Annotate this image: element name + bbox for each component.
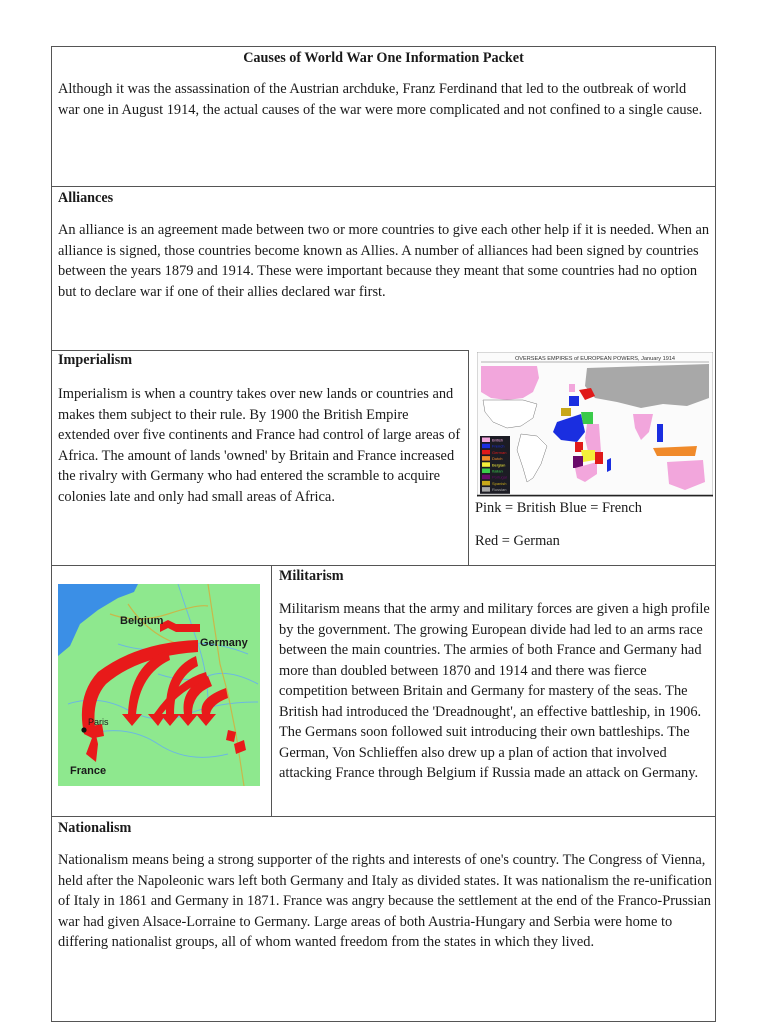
- legend-swatch-spanish: [482, 481, 490, 486]
- legend-label-dutch: Dutch: [492, 456, 503, 462]
- paris-marker: [81, 727, 86, 732]
- map-region-spain: [561, 408, 571, 416]
- map-caption-line1: Pink = British Blue = French: [475, 500, 642, 516]
- militarism-section: [271, 565, 716, 818]
- imperialism-map-cell: [468, 350, 716, 567]
- legend-label-german: German: [492, 449, 507, 455]
- nationalism-section: [51, 816, 716, 1022]
- legend-label-italian: Italian: [492, 468, 503, 474]
- map-region-italian-libya: [581, 412, 593, 424]
- map-caption-line2: Red = German: [475, 533, 560, 549]
- map-legend: [480, 436, 510, 494]
- militarism-map-cell: [51, 565, 273, 818]
- legend-swatch-belgian: [482, 462, 490, 467]
- legend-swatch-portugal: [482, 475, 490, 480]
- world-map-title: OVERSEAS EMPIRES of EUROPEAN POWERS, January 1914: [514, 356, 676, 362]
- label-belgium: Belgium: [120, 615, 164, 627]
- imperialism-heading: Imperialism: [58, 352, 133, 368]
- world-empires-map: [477, 352, 713, 497]
- legend-label-spanish: Spanish: [492, 480, 507, 486]
- legend-swatch-russian: [482, 487, 490, 492]
- nationalism-heading: Nationalism: [58, 820, 132, 836]
- map-region-france-eu: [569, 396, 579, 406]
- intro-section: [51, 46, 716, 188]
- schlieffen-plan-map: [58, 584, 260, 786]
- document-title: Causes of World War One Information Packet: [243, 50, 524, 66]
- legend-swatch-german: [482, 450, 490, 455]
- map-region-madagascar: [607, 458, 611, 472]
- legend-swatch-british: [482, 438, 490, 443]
- label-france: France: [70, 765, 107, 777]
- legend-label-british: British: [492, 437, 504, 443]
- legend-label-russian: Russian: [492, 487, 507, 493]
- imperialism-text: Imperialism is when a country takes over new lands or countries and makes them subject to their rule. By 1900 the British Empire extended over five continents and France had control of large areas of Africa. The amount of lands 'owned' by Britain and France increased the rivalry with Germany who had entered the scramble to acquire colonies late and only had small areas of Africa.: [58, 386, 461, 505]
- imperialism-section: [51, 350, 470, 567]
- legend-swatch-dutch: [482, 456, 490, 461]
- map-region-portuguese-angola: [573, 456, 583, 468]
- alliances-section: [51, 186, 716, 352]
- intro-text: Although it was the assassination of the Austrian archduke, Franz Ferdinand that led to the outbreak of world war one in August 1914, the actual causes of the war were more complicated and not confined to a single cause.: [58, 81, 703, 118]
- legend-swatch-french: [482, 444, 490, 449]
- map-region-uk: [569, 384, 575, 392]
- militarism-heading: Militarism: [279, 568, 344, 584]
- nationalism-text: Nationalism means being a strong supporter of the rights and interests of one's country. The Congress of Vienna, held after the Napoleonic wars left both Germany and Italy as divided states. It was nationalism the re-unification of Italy in 1861 and Germany in 1871. France was angry because the settlement at the end of the Franco-Prussian war had given Alsace-Lorraine to Germany. Large areas of both Austria-Hungary and Serbia were home to differing nationalist groups, all of whom wanted freedom from the states in which they lived.: [58, 852, 712, 950]
- legend-label-portugal: Portugal: [492, 474, 507, 480]
- legend-swatch-italian: [482, 469, 490, 474]
- label-paris: Paris: [88, 717, 109, 727]
- legend-label-french: French: [492, 443, 505, 449]
- militarism-text: Militarism means that the army and military forces are given a high profile by the government. The growing European divide had led to an arms race between the main countries. The armies of both France and Germany had more than doubled between 1870 and 1914 and there was fierce competition between Britain and Germany for mastery of the seas. The British had introduced the 'Dreadnought', an effective battleship, in 1906. The Germans soon followed suit introducing their own battleships. The German, Von Schlieffen also drew up a plan of action that involved attacking France through Belgium if Russia made an attack on Germany.: [279, 601, 710, 781]
- map-region-belgian-congo: [581, 450, 595, 462]
- alliances-heading: Alliances: [58, 190, 114, 206]
- alliances-text: An alliance is an agreement made between two or more countries to give each other help if it is needed. When an alliance is signed, those countries become known as Allies. A number of alliances had been signed by countries between the years 1879 and 1914. These were important because they meant that some countries had no option but to declare war if one of their allies declared war first.: [58, 222, 710, 300]
- label-germany: Germany: [200, 637, 248, 649]
- map-region-indochina: [657, 424, 663, 442]
- map-region-german-east-africa: [595, 452, 603, 464]
- legend-label-belgian: Belgian: [492, 462, 506, 468]
